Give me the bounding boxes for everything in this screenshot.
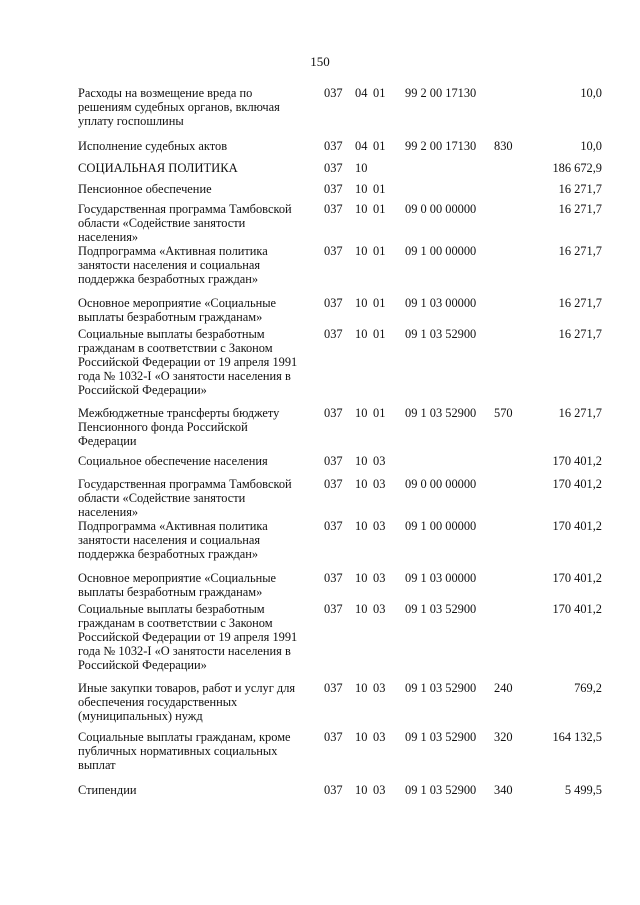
ved-code: 037 [324,454,343,468]
target-article-code: 99 2 00 17130 [405,139,477,153]
subsection-code: 03 [373,571,386,585]
table-row [0,327,640,397]
target-article-code: 09 1 03 52900 [405,602,477,616]
ved-code: 037 [324,571,343,585]
ved-code: 037 [324,202,343,216]
target-article-code: 09 1 03 52900 [405,783,477,797]
row-name: Иные закупки товаров, работ и услуг для обеспечения государственных (муниципальных) нужд [78,681,296,723]
subsection-code: 03 [373,602,386,616]
table-row [0,296,640,324]
row-name: Пенсионное обеспечение [78,182,212,196]
amount: 10,0 [580,139,602,153]
amount: 16 271,7 [558,244,602,258]
ved-code: 037 [324,730,343,744]
subsection-code: 01 [373,86,386,100]
expense-type-code: 830 [494,139,513,153]
expense-type-code: 340 [494,783,513,797]
target-article-code: 09 1 03 52900 [405,327,477,341]
page-number: 150 [310,54,330,69]
row-name: СОЦИАЛЬНАЯ ПОЛИТИКА [78,161,238,175]
row-name: Подпрограмма «Активная политика занятости населения и социальная поддержка безработных граждан» [78,519,268,561]
row-name: Расходы на возмещение вреда по решениям судебных органов, включая уплату госпошлины [78,86,280,128]
table-row [0,202,640,244]
target-article-code: 09 1 03 52900 [405,681,477,695]
section-code: 10 [355,519,368,533]
expense-type-code: 570 [494,406,513,420]
ved-code: 037 [324,161,343,175]
ved-code: 037 [324,406,343,420]
section-code: 10 [355,454,368,468]
subsection-code: 01 [373,327,386,341]
table-row [0,519,640,561]
row-name: Подпрограмма «Активная политика занятости населения и социальная поддержка безработных граждан» [78,244,268,286]
ved-code: 037 [324,602,343,616]
table-row [0,602,640,672]
amount: 170 401,2 [552,477,602,491]
ved-code: 037 [324,327,343,341]
table-row [0,161,640,175]
row-name: Социальное обеспечение населения [78,454,268,468]
amount: 170 401,2 [552,454,602,468]
table-row [0,182,640,196]
subsection-code: 03 [373,477,386,491]
expense-type-code: 320 [494,730,513,744]
section-code: 10 [355,783,368,797]
row-name: Основное мероприятие «Социальные выплаты безработным гражданам» [78,571,277,599]
section-code: 04 [355,86,368,100]
subsection-code: 01 [373,406,386,420]
table-row [0,783,640,797]
section-code: 10 [355,406,368,420]
amount: 16 271,7 [558,327,602,341]
amount: 16 271,7 [558,296,602,310]
row-name: Государственная программа Тамбовской области «Содействие занятости населения» [78,477,292,519]
amount: 16 271,7 [558,182,602,196]
target-article-code: 09 1 03 52900 [405,730,477,744]
target-article-code: 09 1 00 00000 [405,244,477,258]
ved-code: 037 [324,783,343,797]
target-article-code: 09 1 03 52900 [405,406,477,420]
expense-type-code: 240 [494,681,513,695]
subsection-code: 01 [373,182,386,196]
section-code: 10 [355,602,368,616]
amount: 10,0 [580,86,602,100]
ved-code: 037 [324,244,343,258]
amount: 16 271,7 [558,406,602,420]
ved-code: 037 [324,296,343,310]
amount: 16 271,7 [558,202,602,216]
subsection-code: 01 [373,202,386,216]
subsection-code: 01 [373,139,386,153]
section-code: 10 [355,681,368,695]
row-name: Стипендии [78,783,137,797]
row-name: Государственная программа Тамбовской области «Содействие занятости населения» [78,202,292,244]
row-name: Социальные выплаты безработным гражданам в соответствии с Законом Российской Федерации от 19 апреля 1991 года № 1032-I «О занятости населения в Российской Федерации» [78,327,298,397]
table-row [0,244,640,286]
table-row [0,86,640,128]
section-code: 10 [355,730,368,744]
row-name: Исполнение судебных актов [78,139,228,153]
amount: 186 672,9 [552,161,602,175]
subsection-code: 03 [373,519,386,533]
target-article-code: 09 1 00 00000 [405,519,477,533]
section-code: 04 [355,139,368,153]
section-code: 10 [355,571,368,585]
ved-code: 037 [324,681,343,695]
amount: 164 132,5 [552,730,602,744]
subsection-code: 01 [373,296,386,310]
subsection-code: 03 [373,783,386,797]
table-row [0,730,640,772]
target-article-code: 99 2 00 17130 [405,86,477,100]
table-row [0,681,640,723]
amount: 769,2 [574,681,602,695]
section-code: 10 [355,327,368,341]
subsection-code: 03 [373,454,386,468]
amount: 170 401,2 [552,519,602,533]
subsection-code: 03 [373,730,386,744]
target-article-code: 09 0 00 00000 [405,477,477,491]
table-row [0,454,640,468]
amount: 170 401,2 [552,571,602,585]
section-code: 10 [355,161,368,175]
ved-code: 037 [324,139,343,153]
amount: 5 499,5 [564,783,602,797]
row-name: Социальные выплаты гражданам, кроме публичных нормативных социальных выплат [78,730,291,772]
ved-code: 037 [324,86,343,100]
table-row [0,406,640,448]
row-name: Основное мероприятие «Социальные выплаты безработным гражданам» [78,296,277,324]
table-row [0,571,640,599]
section-code: 10 [355,244,368,258]
subsection-code: 03 [373,681,386,695]
table-row [0,477,640,519]
table-row [0,139,640,153]
section-code: 10 [355,182,368,196]
amount: 170 401,2 [552,602,602,616]
target-article-code: 09 1 03 00000 [405,296,477,310]
section-code: 10 [355,296,368,310]
ved-code: 037 [324,519,343,533]
subsection-code: 01 [373,244,386,258]
section-code: 10 [355,202,368,216]
row-name: Межбюджетные трансферты бюджету Пенсионного фонда Российской Федерации [78,406,280,448]
section-code: 10 [355,477,368,491]
ved-code: 037 [324,182,343,196]
row-name: Социальные выплаты безработным гражданам в соответствии с Законом Российской Федерации от 19 апреля 1991 года № 1032-I «О занятости населения в Российской Федерации» [78,602,298,672]
target-article-code: 09 1 03 00000 [405,571,477,585]
target-article-code: 09 0 00 00000 [405,202,477,216]
ved-code: 037 [324,477,343,491]
